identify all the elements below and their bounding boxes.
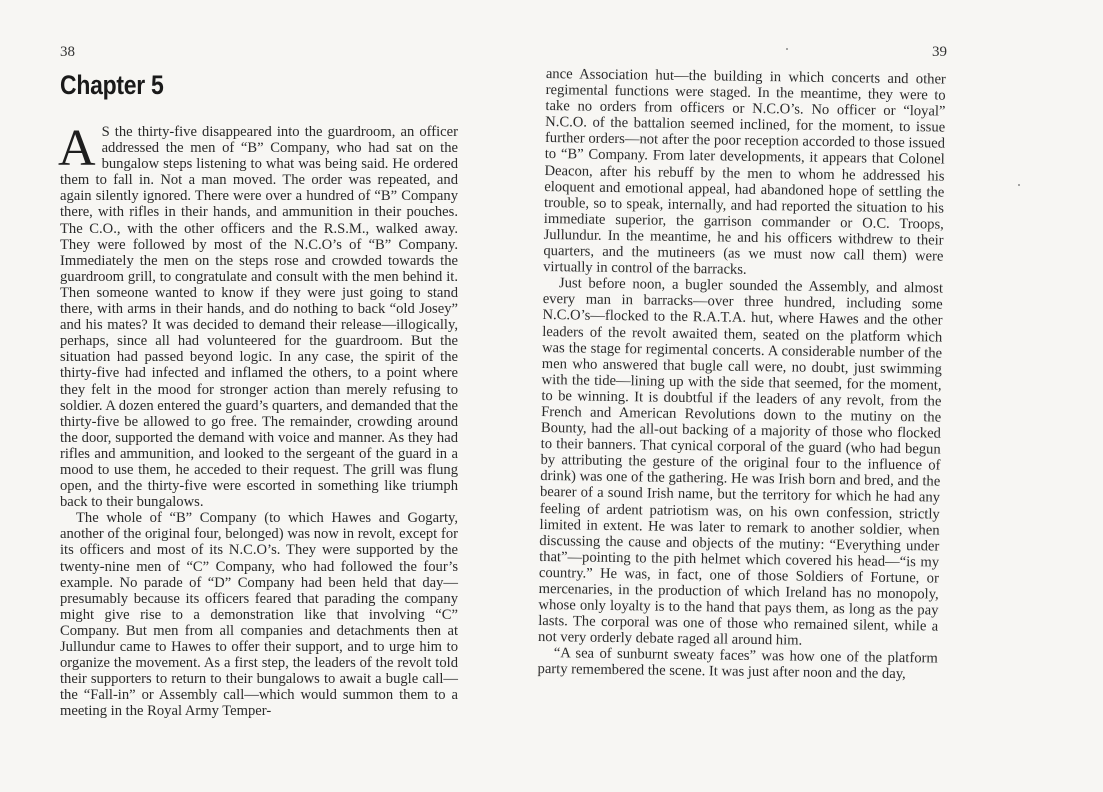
right-page	[537, 0, 1103, 792]
left-page	[0, 0, 540, 792]
paper-speck	[786, 48, 788, 50]
drop-cap: A	[58, 120, 96, 177]
body-text	[58, 120, 458, 720]
page-number: 39	[932, 44, 947, 60]
page-number: 38	[60, 44, 75, 60]
paragraph: ance Association hut—the building in which concerts and other regimental functions were staged. In the meantime, they were to take no orders from officers or N.C.O’s. No officer or “loyal” N.C.O. of the battalion seemed inclined, for the moment, to issue further orders—not after the poor reception accorded to those issued to “B” Company. From later developments, it appears that Colonel Deacon, after his rebuff by the men to whom he addressed his eloquent and emotional appeal, had abandoned hope of settling the trouble, so to speak, internally, and had reported the situation to his immediate superior, the garrison commander or O.C. Troops, Jullundur. In the meantime, he and his officers withdrew to their quarters, and the mutineers (as we must now call them) were virtually in control of the barracks.	[543, 66, 946, 278]
chapter-title: Chapter 5	[60, 70, 164, 100]
paragraph: The whole of “B” Company (to which Hawes and Gogarty, another of the original four, belonged) was now in revolt, except for its officers and most of its N.C.O’s. They were supported by the twenty-nine men of “C” Company, who had followed the four’s example. No parade of “D” Company had been held that day—presumably because its officers feared that parading the company might give rise to a demonstration like that involving “C” Company. But men from all companies and detachments then at Jullundur came to Hawes to offer their support, and to urge him to organize the movement. As a first step, the leaders of the revolt told their supporters to return to their bungalows to await a bugle call—the “Fall-in” or Assembly call—which would summon them to a meeting in the Royal Army Temper-	[60, 510, 458, 720]
paragraph	[58, 120, 458, 511]
paragraph-text: S the thirty-five disappeared into the guardroom, an officer addressed the men of “B” Company, who had sat on the bungalow steps listening to what was being said. He ordered them to fall in. Not a man moved. The order was repeated, and again silently ignored. There were over a hundred of “B” Company there, with rifles in their hands, and ammunition in their pouches. The C.O., with the other officers and the R.S.M., walked away. They were followed by most of the N.C.O’s of “B” Company. Immediately the men on the steps rose and crowded towards the guardroom grill, to congratulate and consult with the men behind it. Then someone wanted to know if they were just going to stand there, with arms in their hands, and do nothing to back “old Josey” and his mates? It was decided to demand their release—illogically, perhaps, since all had volunteered for the guardroom. But the situation had passed beyond logic. In any case, the spirit of the thirty-five had infected and inflamed the others, to a point where they felt in the mood for stronger action than merely refusing to soldier. A dozen entered the guard’s quarters, and demanded that the thirty-five be allowed to go free. The remainder, crowding around the door, supported the demand with voice and manner. As they had rifles and ammunition, and looked to the sergeant of the guard in a mood to use them, he acceded to their request. The grill was flung open, and the thirty-five were escorted in something like triumph back to their bungalows.	[60, 124, 458, 511]
paragraph: “A sea of sunburnt sweaty faces” was how one of the platform party remembered the scene. It was just after noon and the day,	[537, 645, 938, 683]
body-text	[537, 66, 945, 683]
paper-speck	[1018, 184, 1020, 186]
paragraph: Just before noon, a bugler sounded the Assembly, and almost every man in barracks—over three hundred, including some N.C.O’s—flocked to the R.A.T.A. hut, where Hawes and the other leaders of the revolt awaited them, seated on the platform which was the stage for regimental concerts. A considerable number of the men who answered that bugle call were, no doubt, just swimming with the tide—lining up with the side that seemed, for the moment, to be winning. It is doubtful if the leaders of any revolt, from the French and American Revolutions down to the mutiny on the Bounty, had the all-out backing of a majority of those who flocked to their banners. That cynical corporal of the guard (who had begun by attributing the gesture of the original four to the influence of drink) was one of the gathering. He was Irish born and bred, and the bearer of a sound Irish name, but the territory for which he had any feeling of ardent patriotism was, on his own confession, strictly limited in extent. He was later to remark to another soldier, when discussing the cause and objects of the mutiny: “Everything under that”—pointing to the pith helmet which covered his head—“is my country.” He was, in fact, one of those Soldiers of Fortune, or mercenaries, in the production of which Ireland has no monopoly, whose only loyalty is to the hand that pays them, as long as the pay lasts. The corporal was one of those who remained silent, while a not very orderly debate raged all around him.	[537, 275, 944, 649]
